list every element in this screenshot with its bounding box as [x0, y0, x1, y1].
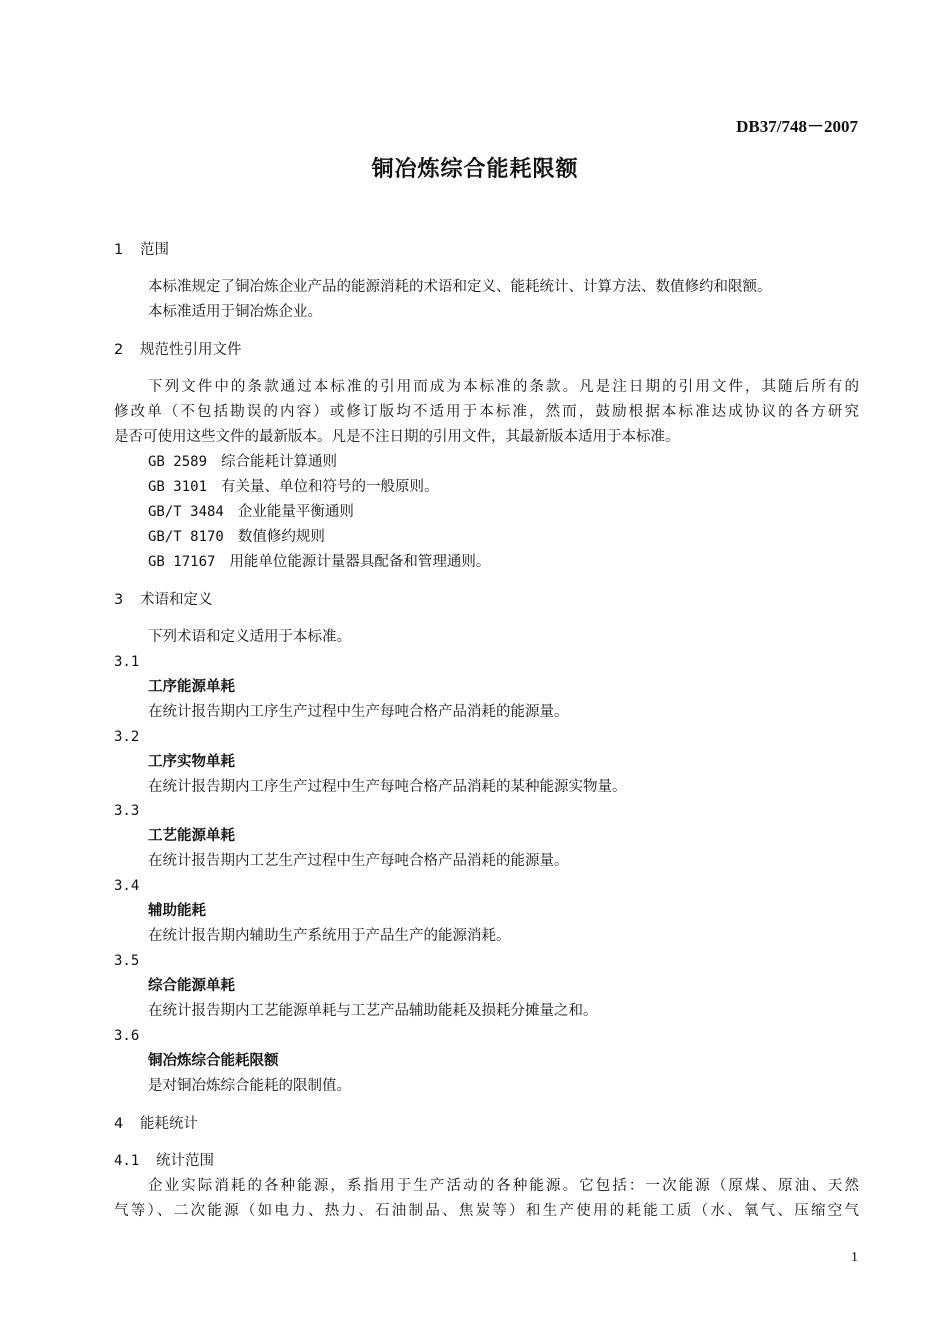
section-1-paragraph-1: 本标准规定了铜冶炼企业产品的能源消耗的术语和定义、能耗统计、计算方法、数值修约和限额。 [148, 279, 772, 295]
term-definition: 在统计报告期内工序生产过程中生产每吨合格产品消耗的某种能源实物量。 [148, 779, 627, 795]
term-number: 3.1 [114, 654, 140, 670]
reference-item: GB/T 8170 数值修约规则 [148, 529, 325, 545]
term-name: 工艺能源单耗 [148, 828, 235, 844]
section-2-intro-line-2: 修改单（不包括勘误的内容）或修订版均不适用于本标准，然而，鼓励根据本标准达成协议的各方研究 [114, 404, 859, 420]
section-4-1-line-2: 气等）、二次能源（如电力、热力、石油制品、焦炭等）和生产使用的耗能工质（水、氧气、压缩空气 [114, 1203, 859, 1219]
term-name: 工序能源单耗 [148, 679, 235, 695]
term-definition: 在统计报告期内辅助生产系统用于产品生产的能源消耗。 [148, 928, 511, 944]
term-number: 3.4 [114, 878, 140, 894]
term-name: 综合能源单耗 [148, 978, 235, 994]
section-4-1-line-1: 企业实际消耗的各种能源，系指用于生产活动的各种能源。它包括：一次能源（原煤、原油、天然 [148, 1178, 859, 1194]
term-number: 3.2 [114, 729, 140, 745]
term-number: 3.5 [114, 953, 140, 969]
section-2-intro-line-1: 下列文件中的条款通过本标准的引用而成为本标准的条款。凡是注日期的引用文件，其随后所有的 [148, 379, 859, 395]
term-definition: 在统计报告期内工艺能源单耗与工艺产品辅助能耗及损耗分摊量之和。 [148, 1003, 598, 1019]
term-number: 3.3 [114, 803, 140, 819]
section-2-intro-line-3: 是否可使用这些文件的最新版本。凡是不注日期的引用文件，其最新版本适用于本标准。 [114, 429, 680, 445]
reference-item: GB/T 3484 企业能量平衡通则 [148, 504, 354, 520]
section-1-heading: 1 范围 [114, 242, 169, 258]
standard-code: DB37/748－2007 [736, 117, 858, 136]
term-definition: 在统计报告期内工序生产过程中生产每吨合格产品消耗的能源量。 [148, 704, 569, 720]
term-name: 辅助能耗 [148, 903, 206, 919]
reference-item: GB 17167 用能单位能源计量器具配备和管理通则。 [148, 554, 491, 570]
section-3-intro: 下列术语和定义适用于本标准。 [148, 629, 351, 645]
term-definition: 是对铜冶炼综合能耗的限制值。 [148, 1078, 351, 1094]
page-number: 1 [851, 1250, 858, 1265]
section-3-heading: 3 术语和定义 [114, 592, 213, 608]
reference-item: GB 2589 综合能耗计算通则 [148, 454, 338, 470]
section-4-1-heading: 4.1 统计范围 [114, 1153, 214, 1169]
document-title: 铜冶炼综合能耗限额 [371, 157, 579, 182]
section-1-paragraph-2: 本标准适用于铜冶炼企业。 [148, 304, 322, 320]
term-name: 工序实物单耗 [148, 754, 235, 770]
term-number: 3.6 [114, 1028, 140, 1044]
reference-item: GB 3101 有关量、单位和符号的一般原则。 [148, 479, 439, 495]
term-definition: 在统计报告期内工艺生产过程中生产每吨合格产品消耗的能源量。 [148, 853, 569, 869]
section-2-heading: 2 规范性引用文件 [114, 342, 242, 358]
section-4-heading: 4 能耗统计 [114, 1116, 198, 1132]
term-name: 铜冶炼综合能耗限额 [148, 1053, 279, 1069]
